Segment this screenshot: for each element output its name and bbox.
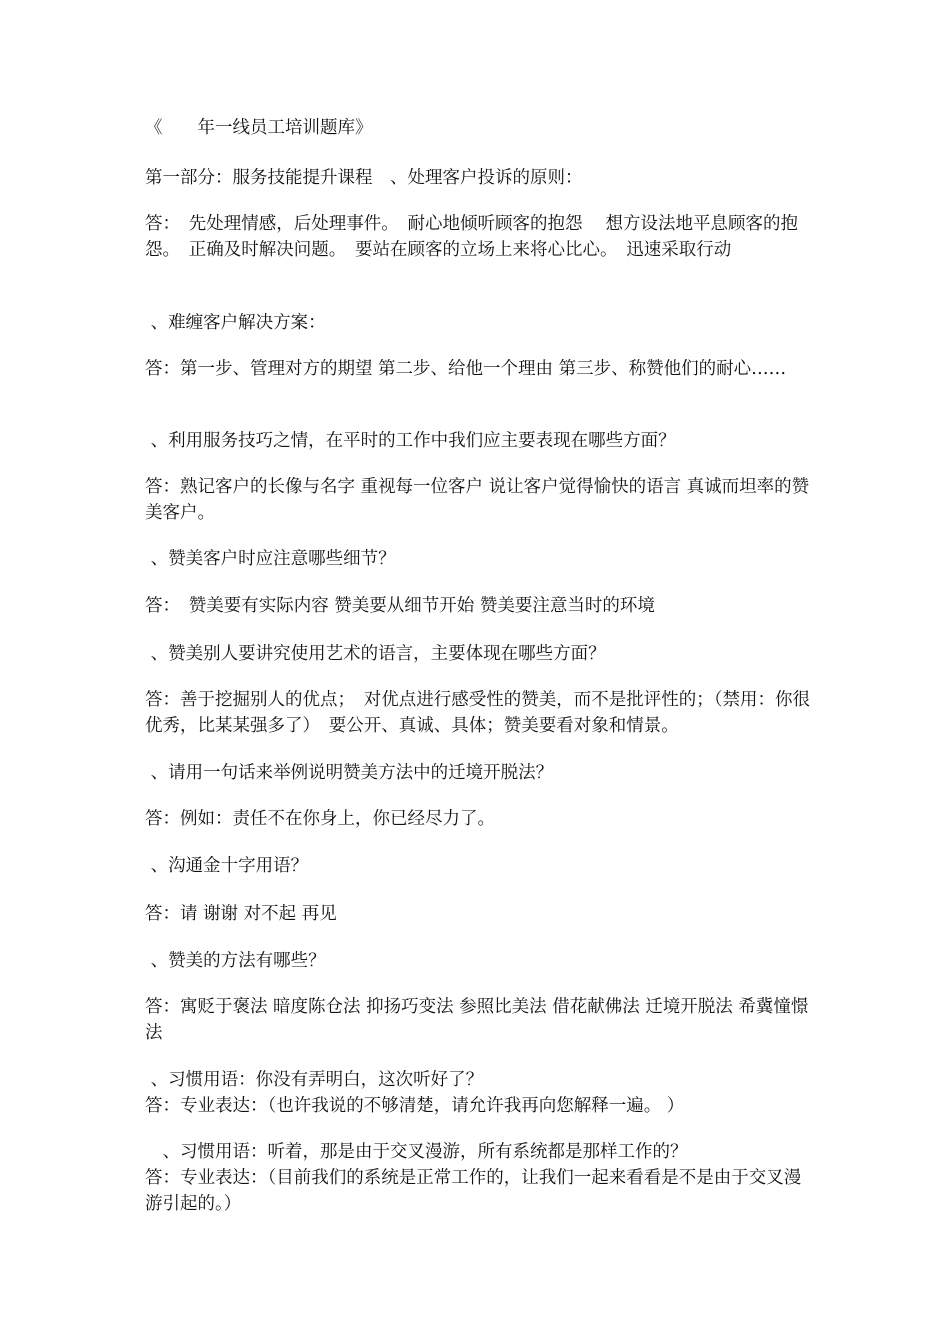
answer-text: 答：专业表达：（也许我说的不够清楚，请允许我再向您解释一遍。 ）	[145, 1096, 685, 1116]
answer-text: 答： 赞美要有实际内容 赞美要从细节开始 赞美要注意当时的环境	[145, 596, 655, 616]
question-text: 、沟通金十字用语？	[145, 856, 309, 876]
question-text: 、赞美的方法有哪些？	[145, 951, 326, 971]
answer-text: 答：善于挖掘别人的优点； 对优点进行感受性的赞美，而不是批评性的；（禁用：你很优秀，比某某强多了） 要公开、真诚、具体；赞美要看对象和情景。	[145, 690, 810, 736]
part-heading: 第一部分：服务技能提升课程 、处理客户投诉的原则：	[145, 168, 583, 188]
question-text: 、难缠客户解决方案：	[145, 313, 326, 333]
answer-text: 答： 先处理情感，后处理事件。 耐心地倾听顾客的抱怨 想方设法地平息顾客的抱怨。 正确及时解决问题。 要站在顾客的立场上来将心比心。 迅速采取行动	[145, 214, 799, 260]
answer-text: 答：专业表达：（目前我们的系统是正常工作的，让我们一起来看看是不是由于交叉漫游引起的。）	[145, 1168, 802, 1214]
question-text: 、赞美客户时应注意哪些细节？	[145, 549, 396, 569]
question-text: 、赞美别人要讲究使用艺术的语言，主要体现在哪些方面？	[145, 644, 606, 664]
answer-text: 答：例如：责任不在你身上，你已经尽力了。	[145, 809, 495, 829]
document-title: 《 年一线员工培训题库》	[145, 118, 373, 138]
answer-text: 答：第一步、管理对方的期望 第二步、给他一个理由 第三步、称赞他们的耐心……	[145, 359, 787, 379]
question-text: 、习惯用语：你没有弄明白，这次听好了？	[145, 1070, 484, 1090]
answer-text: 答：寓贬于褒法 暗度陈仓法 抑扬巧变法 参照比美法 借花献佛法 迁境开脱法 希冀憧憬法	[145, 997, 809, 1043]
question-text: 、习惯用语：听着，那是由于交叉漫游，所有系统都是那样工作的？	[145, 1142, 688, 1162]
question-text: 、请用一句话来举例说明赞美方法中的迁境开脱法？	[145, 763, 554, 783]
answer-text: 答：请 谢谢 对不起 再见	[145, 904, 337, 924]
question-text: 、利用服务技巧之情，在平时的工作中我们应主要表现在哪些方面？	[145, 431, 676, 451]
answer-text: 答：熟记客户的长像与名字 重视每一位客户 说让客户觉得愉快的语言 真诚而坦率的赞美客户。	[145, 477, 810, 523]
